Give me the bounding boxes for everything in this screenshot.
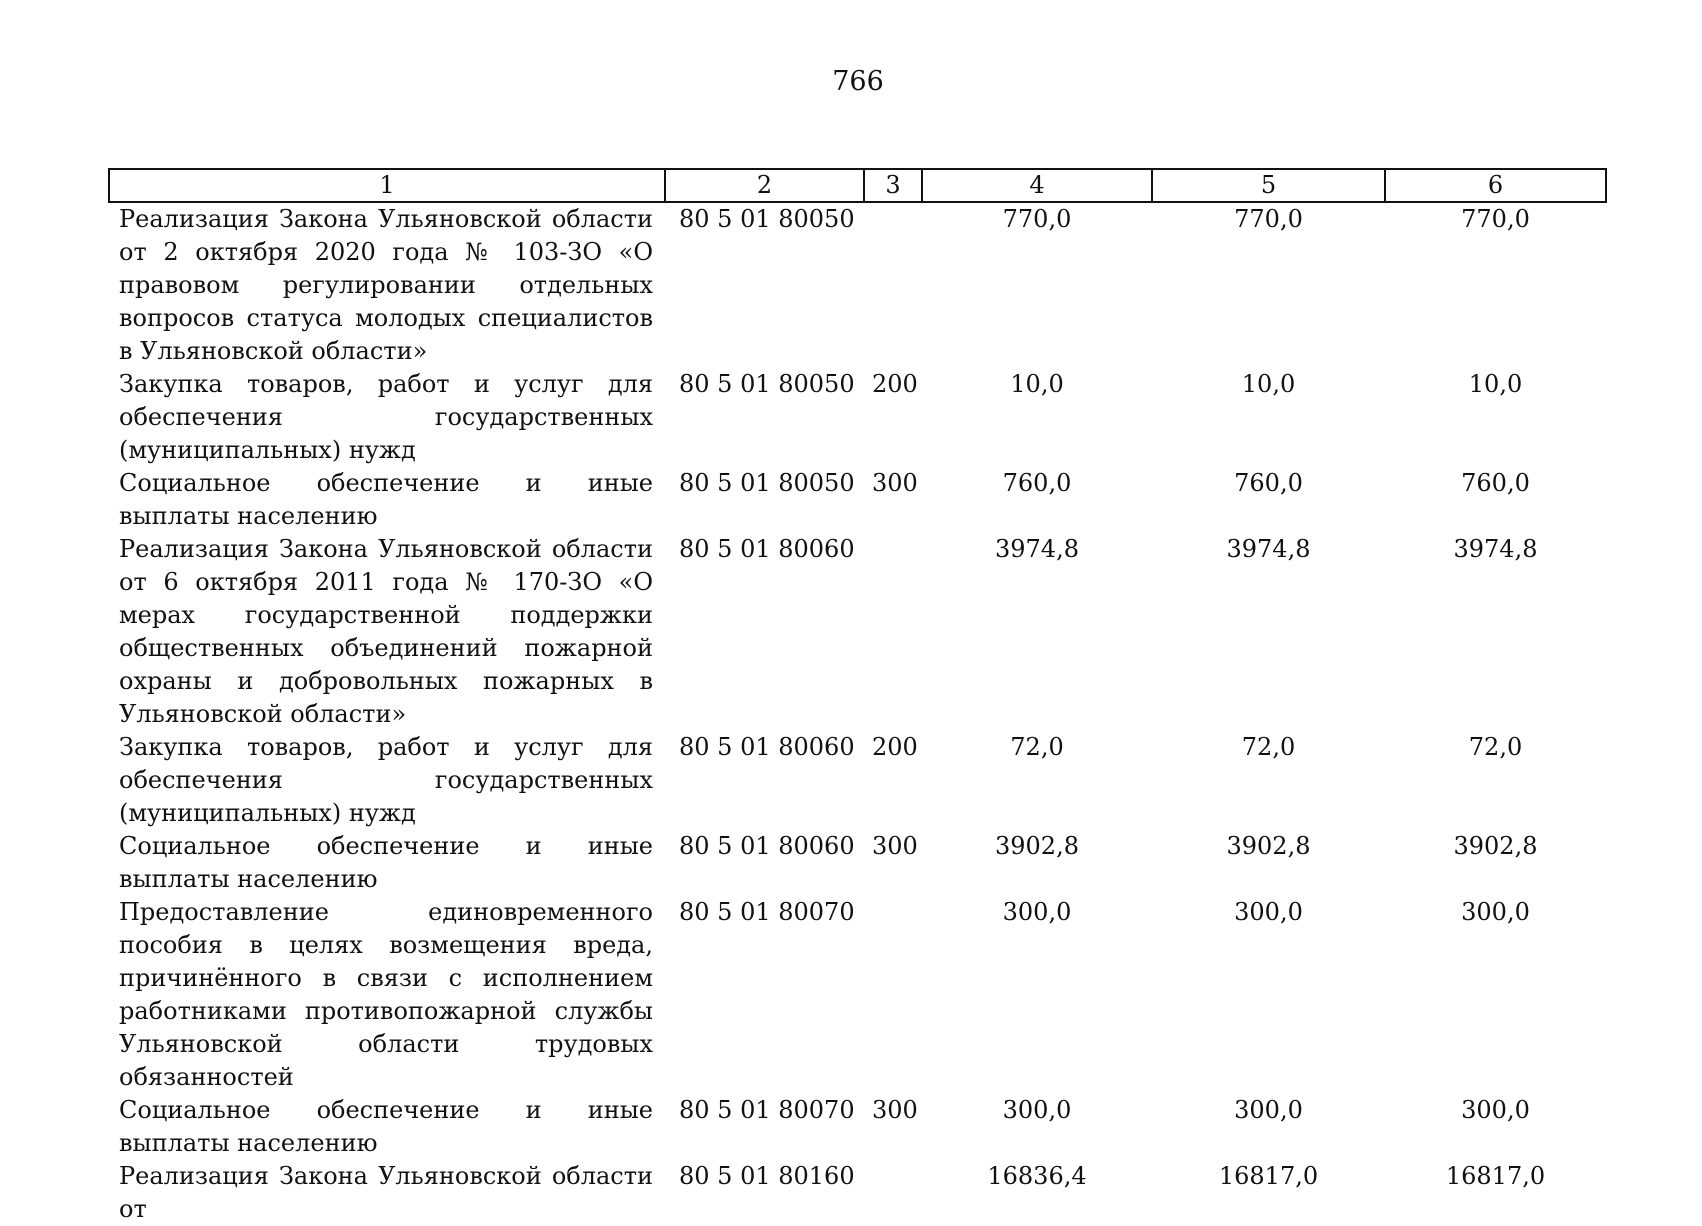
row-type: 200 <box>872 733 918 761</box>
table-row <box>109 1094 1606 1160</box>
table-row <box>109 1160 1606 1226</box>
row-value-4: 72,0 <box>1010 733 1064 761</box>
budget-table <box>108 168 1607 1226</box>
row-name: Предоставление единовременного пособия в целях возмещения вреда, причинённого в связи с исполнением работниками противопожарной службы Ульяновской области трудовых обязанностей <box>119 898 653 1091</box>
row-type <box>864 1160 922 1226</box>
row-type <box>864 202 922 368</box>
row-code: 80 5 01 80070 <box>679 1096 855 1124</box>
row-value-5: 760,0 <box>1234 469 1303 497</box>
row-value-6: 300,0 <box>1461 898 1530 926</box>
row-name: Реализация Закона Ульяновской области от 6 октября 2011 года № 170-ЗО «О мерах государственной поддержки общественных объединений пожарной охраны и добровольных пожарных в Ульяновской области» <box>119 535 653 728</box>
row-type <box>864 896 922 1094</box>
row-value-5: 300,0 <box>1234 898 1303 926</box>
table-row <box>109 467 1606 533</box>
row-value-6: 760,0 <box>1461 469 1530 497</box>
row-value-4: 770,0 <box>1002 205 1072 233</box>
header-row <box>109 169 1606 202</box>
table-row <box>109 368 1606 467</box>
row-name: Реализация Закона Ульяновской области от 2 октября 2020 года № 103-ЗО «О правовом регулировании отдельных вопросов статуса молодых специалистов в Ульяновской области» <box>119 205 653 365</box>
table-row <box>109 202 1606 368</box>
table-body <box>109 202 1606 1226</box>
row-type: 200 <box>872 370 918 398</box>
row-name: Социальное обеспечение и иные выплаты населению <box>119 832 653 893</box>
row-value-5: 3902,8 <box>1226 832 1311 860</box>
row-value-6: 10,0 <box>1468 370 1523 398</box>
row-name: Закупка товаров, работ и услуг для обеспечения государственных (муниципальных) нужд <box>119 733 653 827</box>
header-col-5: 5 <box>1152 169 1385 202</box>
row-value-5: 770,0 <box>1234 205 1303 233</box>
row-code: 80 5 01 80050 <box>679 469 855 497</box>
row-type: 300 <box>872 469 918 497</box>
row-value-6: 3974,8 <box>1453 535 1538 563</box>
header-col-1: 1 <box>109 169 665 202</box>
table-row <box>109 830 1606 896</box>
row-type: 300 <box>872 832 918 860</box>
row-value-6: 3902,8 <box>1453 832 1538 860</box>
row-code: 80 5 01 80060 <box>679 535 855 563</box>
row-value-6: 770,0 <box>1461 205 1530 233</box>
row-code: 80 5 01 80060 <box>679 733 855 761</box>
row-value-5: 300,0 <box>1234 1096 1303 1124</box>
row-value-6: 300,0 <box>1461 1096 1530 1124</box>
row-value-5: 10,0 <box>1241 370 1296 398</box>
row-type <box>864 533 922 731</box>
row-value-4: 760,0 <box>1002 469 1072 497</box>
row-value-4: 300,0 <box>1002 898 1072 926</box>
row-value-6: 16817,0 <box>1445 1162 1546 1190</box>
row-code: 80 5 01 80050 <box>679 205 855 233</box>
row-value-5: 3974,8 <box>1226 535 1311 563</box>
row-value-4: 16836,4 <box>987 1162 1087 1190</box>
row-name: Закупка товаров, работ и услуг для обеспечения государственных (муниципальных) нужд <box>119 370 653 464</box>
page-number: 766 <box>832 66 884 97</box>
header-col-6: 6 <box>1385 169 1606 202</box>
row-code: 80 5 01 80160 <box>679 1162 855 1190</box>
row-value-4: 10,0 <box>1010 370 1064 398</box>
table-row <box>109 731 1606 830</box>
table-row <box>109 533 1606 731</box>
row-value-4: 300,0 <box>1002 1096 1072 1124</box>
row-code: 80 5 01 80070 <box>679 898 855 926</box>
row-value-4: 3974,8 <box>995 535 1079 563</box>
table-row <box>109 896 1606 1094</box>
header-col-4: 4 <box>922 169 1152 202</box>
row-value-4: 3902,8 <box>995 832 1079 860</box>
row-code: 80 5 01 80060 <box>679 832 855 860</box>
row-code: 80 5 01 80050 <box>679 370 855 398</box>
row-value-6: 72,0 <box>1468 733 1523 761</box>
table-header <box>109 169 1606 202</box>
header-col-3: 3 <box>864 169 922 202</box>
row-value-5: 72,0 <box>1241 733 1296 761</box>
row-type: 300 <box>872 1096 918 1124</box>
row-value-5: 16817,0 <box>1218 1162 1319 1190</box>
row-name: Реализация Закона Ульяновской области от <box>119 1162 653 1223</box>
row-name: Социальное обеспечение и иные выплаты населению <box>119 1096 653 1157</box>
header-col-2: 2 <box>665 169 864 202</box>
row-name: Социальное обеспечение и иные выплаты населению <box>119 469 653 530</box>
